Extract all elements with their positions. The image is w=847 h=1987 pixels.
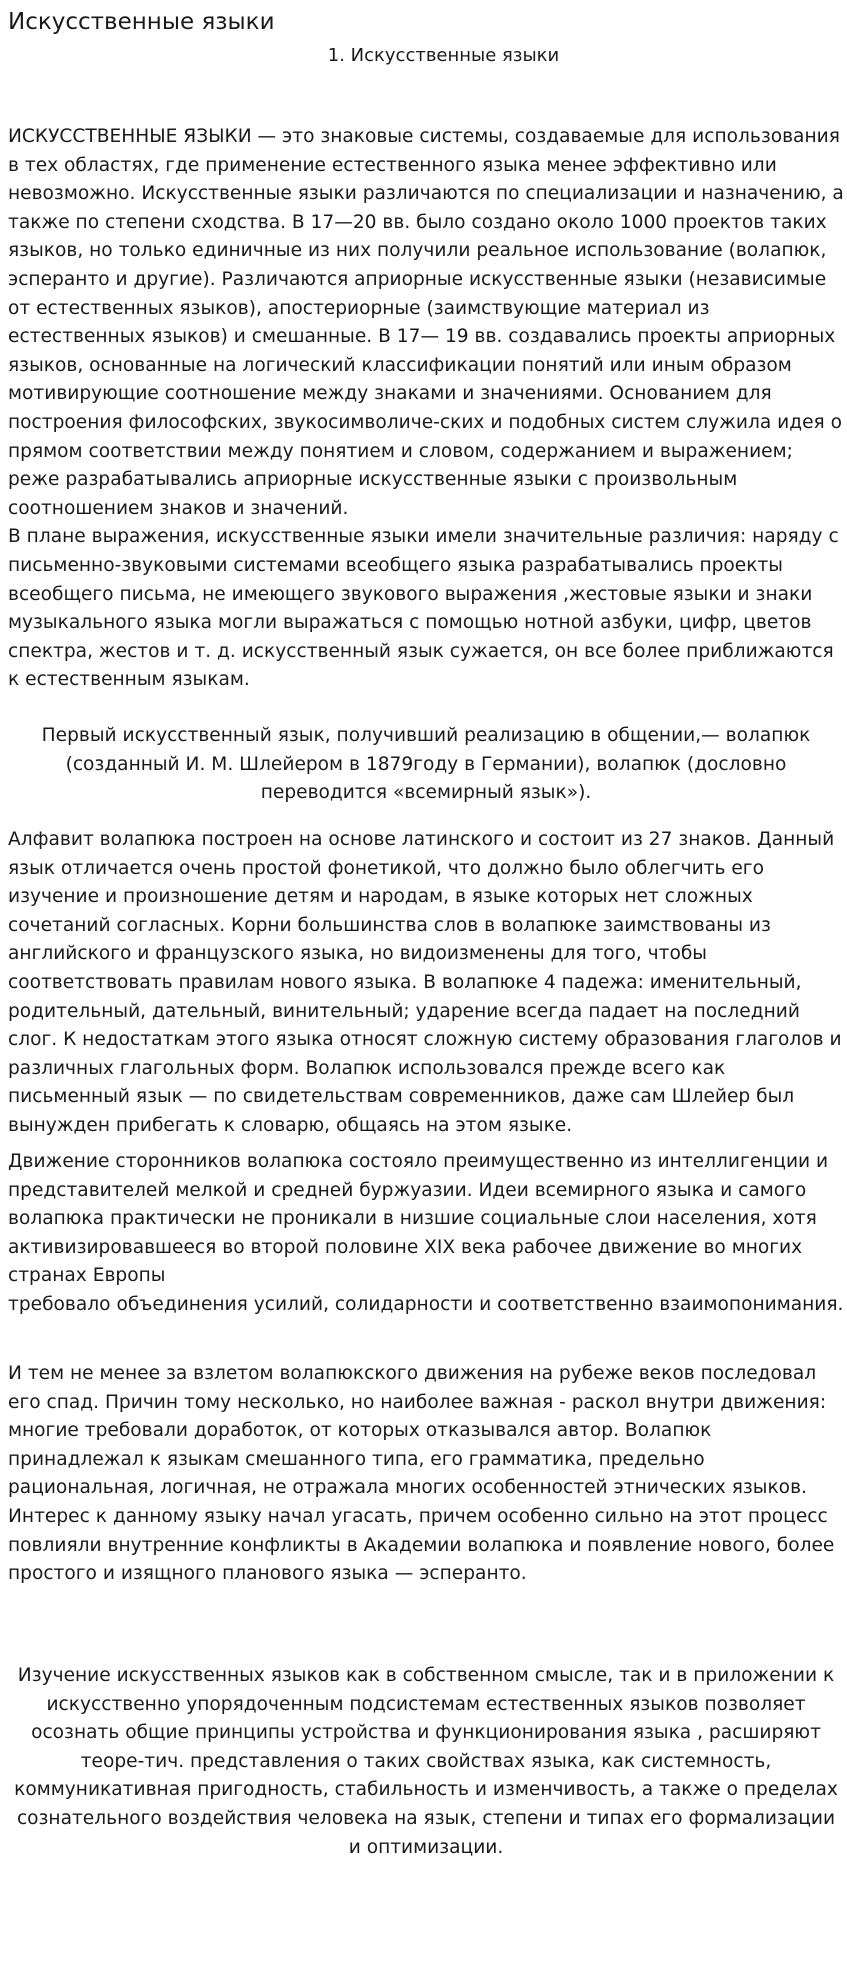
toc-entry: 1. Искусственные языки — [327, 45, 560, 66]
alphabet-paragraph: Алфавит волапюка построен на основе латинского и состоит из 27 знаков. Данный язык отличается очень простой фонетикой, что должно было облегчить его изучение и произношение детям и народам, в языке которых нет сложных сочетаний согласных. Корни большинства слов в волапюке заимствованы из английского и французского языка, но видоизменены для того, чтобы соответствовать правилам нового языка. В волапюке 4 падежа: именительный, родительный, дательный, винительный; ударение всегда падает на последний слог. К недостаткам этого языка относят сложную систему образования глаголов и различных глагольных форм. Волапюк использовался прежде всего как письменный язык — по свидетельствам современников, даже сам Шлейер был вынужден прибегать к словарю, общаясь на этом языке. — [8, 829, 842, 1136]
conclusion-paragraph: Изучение искусственных языков как в собственном смысле, так и в приложении к искусственно упорядоченным подсистемам естественных языков позволяет осознать общие принципы устройства и функционирования языка , расширяют теоре-тич. представления о таких свойствах языка, как системность, коммуникативная пригодность, стабильность и изменчивость, а также о пределах сознательного воздействия человека на язык, степени и типах его формализации и оптимизации. — [14, 1665, 838, 1858]
movement-paragraph — [8, 1148, 844, 1320]
decline-paragraph: И тем не менее за взлетом волапюкского движения на рубеже веков последовал его спад. Причин тому несколько, но наиболее важная - раскол внутри движения: многие требовали доработок, от которых отказывался автор. Волапюк принадлежал к языкам смешанного типа, его грамматика, предельно рациональная, логичная, не отражала многих особенностей этнических языков. Интерес к данному языку начал угасать, причем особенно сильно на этот процесс повлияли внутренние конфликты в Академии волапюка и появление нового, более простого и изящного планового языка — эсперанто. — [8, 1363, 835, 1585]
movement-text: Движение сторонников волапюка состояло преимущественно из интеллигенции и представителей мелкой и средней буржуазии. Идеи всемирного языка и самого волапюка практически не проникали в низшие социальные слои населения, хотя активизировавшееся во второй половине XIX века рабочее движение во многих странах Европы — [8, 1151, 829, 1287]
volapuk-intro-paragraph: Первый искусственный язык, получивший реализацию в общении,— волапюк (созданный И. М. Шлейером в 1879году в Германии), волапюк (дословно переводится «всемирный язык»). — [41, 725, 811, 804]
intro-paragraph — [8, 123, 844, 695]
page-title: Искусственные языки — [8, 9, 275, 35]
expression-text: В плане выражения, искусственные языки имели значительные различия: наряду с письменно-звуковыми системами всеобщего языка разрабатывались проекты всеобщего письма, не имеющего звукового выражения ,жестовые языки и знаки музыкального языка могли выражаться с помощью нотной азбуки, цифр, цветов спектра, жестов и т. д. искусственный язык сужается, он все более приближаются к естественным языкам. — [8, 526, 839, 691]
movement-text-continued: требовало объединения усилий, солидарности и соответственно взаимопонимания. — [8, 1293, 844, 1315]
intro-text: ИСКУССТВЕННЫЕ ЯЗЫКИ — это знаковые системы, создаваемые для использования в тех областях, где применение естественного языка менее эффективно или невозможно. Искусственные языки различаются по специализации и назначению, а также по степени сходства. В 17—20 вв. было создано около 1000 проектов таких языков, но только единичные из них получили реальное использование (волапюк, эсперанто и другие). Различаются априорные искусственные языки (независимые от естественных языков), апостериорные (заимствующие материал из естественных языков) и смешанные. В 17— 19 вв. создавались проекты априорных языков, основанные на логический классификации понятий или иным образом мотивирующие соотношение между знаками и значениями. Основанием для построения философских, звукосимволиче-ских и подобных систем служила идея о прямом соответствии между понятием и словом, содержанием и выражением; реже разрабатывались априорные искусственные языки с произвольным соотношением знаков и значений. — [8, 126, 844, 519]
